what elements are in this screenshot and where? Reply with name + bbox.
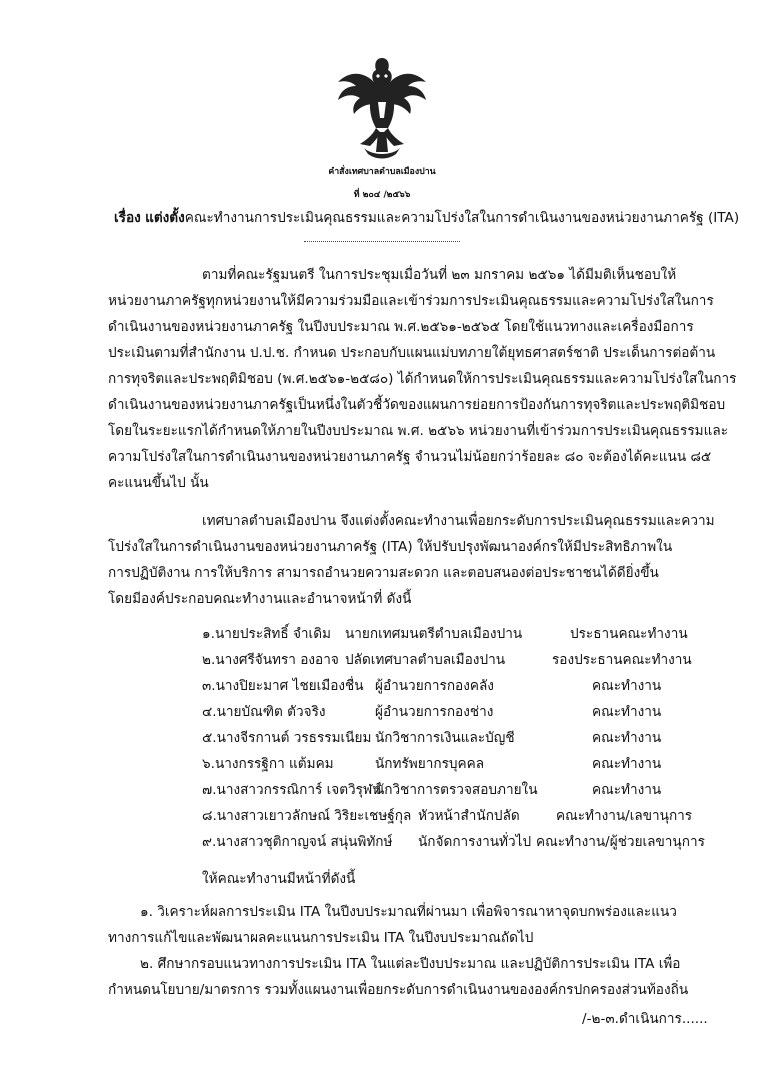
paragraph-line: ประเมินตามที่สำนักงาน ป.ป.ช. กำหนด ประกอบกับแผนแม่บทภายใต้ยุทธศาสตร์ชาติ ประเด็นการต่อต้าน — [108, 345, 716, 361]
duties-intro: ให้คณะทำงานมีหน้าที่ดังนี้ — [202, 871, 356, 887]
order-title: คำสั่งเทศบาลตำบลเมืองปาน — [328, 167, 436, 177]
paragraph-line: การทุจริตและประพฤติมิชอบ (พ.ศ.๒๕๖๑-๒๕๘๐) ได้กำหนดให้การประเมินคุณธรรมและความโปร่งใสในการ — [108, 371, 737, 387]
paragraph-line: การปฏิบัติงาน การให้บริการ สามารถอำนวยความสะดวก และตอบสนองต่อประชาชนได้ดียิ่งขึ้น — [108, 565, 659, 581]
duty-line: ทางการแก้ไขและพัฒนาผลคะแนนการประเมิน ITA ในปีงบประมาณถัดไป — [108, 930, 534, 946]
member-position: ผู้อำนวยการกองคลัง — [375, 678, 494, 694]
member-role: คณะทำงาน/ผู้ช่วยเลขานุการ — [536, 834, 705, 850]
paragraph-line: ดำเนินงานของหน่วยงานภาครัฐเป็นหนึ่งในตัวชี้วัดของแผนการย่อยการป้องกันการทุจริตและประพฤติมิชอบ — [108, 397, 726, 413]
member-role: คณะทำงาน/เลขานุการ — [556, 808, 693, 824]
subject-text: คณะทำงานการประเมินคุณธรรมและความโปร่งใสในการดำเนินงานของหน่วยงานภาครัฐ (ITA) — [184, 210, 740, 226]
member-name: ๗.นางสาวกรรณิการ์ เจตวิรุฬห์ — [202, 782, 382, 798]
member-name: ๖.นางกรรฐิกา แต้มคม — [202, 756, 334, 772]
member-position: นักจัดการงานทั่วไป — [418, 834, 532, 850]
member-name: ๙.นางสาวชุติกาญจน์ สนุ่นพิทักษ์ — [202, 834, 393, 850]
order-number: ที่ ๒๐๔ /๒๕๖๖ — [353, 190, 411, 200]
order-subject — [114, 209, 739, 227]
paragraph-line: โดยมีองค์ประกอบคณะทำงานและอำนาจหน้าที่ ดังนี้ — [108, 591, 412, 607]
member-position: นายกเทศมนตรีตำบลเมืองปาน — [345, 626, 523, 642]
member-name: ๒.นางศรีจันทรา องอาจ — [202, 652, 339, 668]
paragraph-line: ตามที่คณะรัฐมนตรี ในการประชุมเมื่อวันที่ ๒๓ มกราคม ๒๕๖๑ ได้มีมติเห็นชอบให้ — [202, 267, 677, 283]
paragraph-line: ความโปร่งใสในการดำเนินงานของหน่วยงานภาครัฐ จำนวนไม่น้อยกว่าร้อยละ ๘๐ จะต้องได้คะแนน ๘๕ — [108, 449, 712, 465]
member-name: ๑.นายประสิทธิ์ จำเดิม — [202, 626, 331, 642]
member-role: คณะทำงาน — [592, 756, 662, 772]
member-name: ๘.นางสาวเยาวลักษณ์ วิริยะเชษฐ์กุล — [202, 808, 412, 824]
member-position: นักวิชาการตรวจสอบภายใน — [375, 782, 538, 798]
member-role: รองประธานคณะทำงาน — [552, 652, 692, 668]
continued-marker: /-๒-๓.ดำเนินการ...... — [582, 1011, 708, 1027]
duty-line: ๑. วิเคราะห์ผลการประเมิน ITA ในปีงบประมาณที่ผ่านมา เพื่อพิจารณาหาจุดบกพร่องและแนว — [140, 904, 677, 920]
paragraph-line: โปร่งใสในการดำเนินงานของหน่วยงานภาครัฐ (ITA) ให้ปรับปรุงพัฒนาองค์กรให้มีประสิทธิภาพใน — [108, 539, 673, 555]
member-role: คณะทำงาน — [592, 704, 662, 720]
duty-line: ๒. ศึกษากรอบแนวทางการประเมิน ITA ในแต่ละปีงบประมาณ และปฏิบัติการประเมิน ITA เพื่อ — [140, 956, 681, 972]
member-role: ประธานคณะทำงาน — [570, 626, 688, 642]
paragraph-line: โดยในระยะแรกได้กำหนดให้ภายในปีงบประมาณ พ.ศ. ๒๕๖๖ หน่วยงานที่เข้าร่วมการประเมินคุณธรรมและ — [108, 423, 729, 439]
member-role: คณะทำงาน — [592, 782, 662, 798]
member-name: ๕.นางจีรกานต์ วรธรรมเนียม — [202, 730, 372, 746]
paragraph-line: คะแนนขึ้นไป นั้น — [108, 475, 209, 491]
member-role: คณะทำงาน — [592, 678, 662, 694]
paragraph-line: หน่วยงานภาครัฐทุกหน่วยงานให้มีความร่วมมือและเข้าร่วมการประเมินคุณธรรมและความโปร่งใสในการ — [108, 293, 714, 309]
member-position: หัวหน้าสำนักปลัด — [418, 808, 520, 824]
member-position: นักทรัพยากรบุคคล — [375, 756, 485, 772]
paragraph-line: ดำเนินงานของหน่วยงานภาครัฐ ในปีงบประมาณ พ.ศ.๒๕๖๑-๒๕๖๕ โดยใช้แนวทางและเครื่องมือการ — [108, 319, 694, 335]
duty-line: กำหนดนโยบาย/มาตรการ รวมทั้งแผนงานเพื่อยกระดับการดำเนินงานขององค์กรปกครองส่วนท้องถิ่น — [108, 982, 689, 998]
member-position: ปลัดเทศบาลตำบลเมืองปาน — [345, 652, 505, 668]
member-name: ๓.นางปิยะมาศ ไชยเมืองชื่น — [202, 678, 364, 694]
subject-label: เรื่อง — [114, 210, 141, 226]
member-position: ผู้อำนวยการกองช่าง — [375, 704, 494, 720]
member-position: นักวิชาการเงินและบัญชี — [375, 730, 515, 746]
subject-bold: แต่งตั้ง — [145, 210, 185, 226]
separator-dotted — [304, 241, 460, 242]
member-name: ๔.นายบัณฑิต ตัวจริง — [202, 704, 326, 720]
member-role: คณะทำงาน — [592, 730, 662, 746]
garuda-emblem-icon — [332, 52, 432, 160]
paragraph-line: เทศบาลตำบลเมืองปาน จึงแต่งตั้งคณะทำงานเพื่อยกระดับการประเมินคุณธรรมและความ — [202, 513, 715, 529]
